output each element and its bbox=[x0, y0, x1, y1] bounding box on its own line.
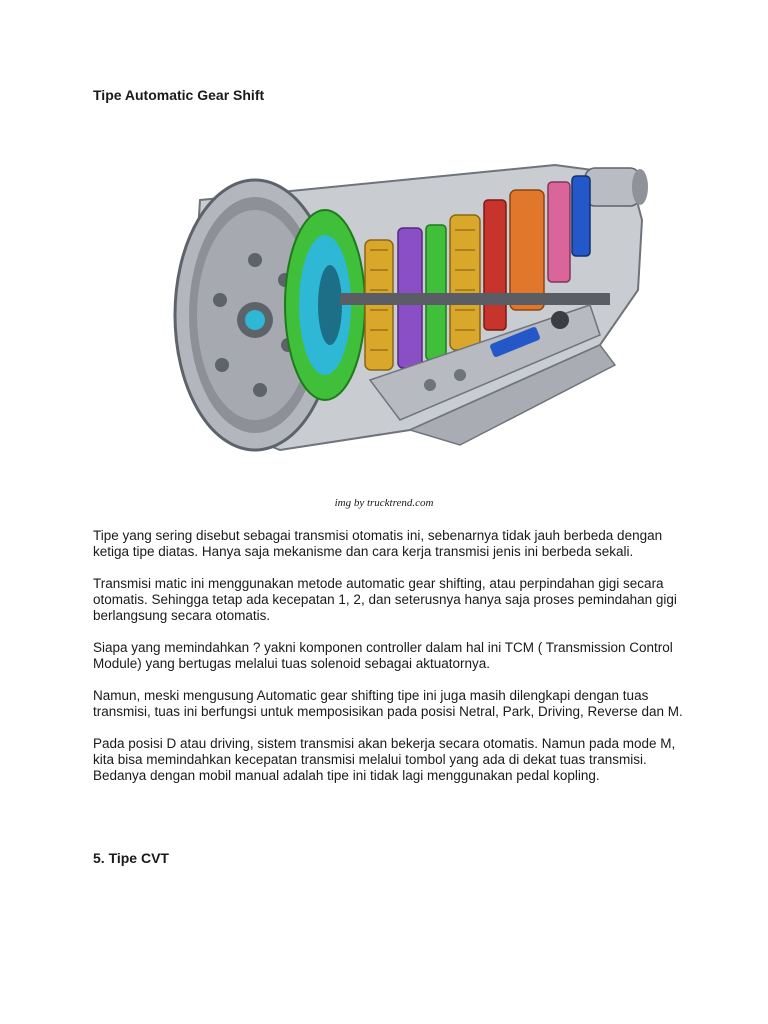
paragraph: Tipe yang sering disebut sebagai transmisi otomatis ini, sebenarnya tidak jauh berbeda dengan ketiga tipe diatas. Hanya saja mekanisme dan cara kerja transmisi jenis ini berbeda sekali. bbox=[93, 528, 663, 559]
figure-caption: img by trucktrend.com bbox=[334, 497, 434, 509]
next-section-heading: 5. Tipe CVT bbox=[93, 850, 169, 866]
paragraph: Namun, meski mengusung Automatic gear shifting tipe ini juga masih dilengkapi dengan tuas transmisi, tuas ini berfungsi untuk memposisikan pada posisi Netral, Park, Driving, Reverse dan M. bbox=[93, 688, 683, 719]
section-heading: Tipe Automatic Gear Shift bbox=[93, 87, 265, 103]
transmission-cutaway-image bbox=[160, 130, 660, 470]
body-text bbox=[93, 528, 683, 800]
paragraph: Pada posisi D atau driving, sistem transmisi akan bekerja secara otomatis. Namun pada mode M, kita bisa memindahkan kecepatan transmisi melalui tombol yang ada di dekat tuas transmisi. Bedanya dengan mobil manual adalah tipe ini tidak lagi menggunakan pedal kopling. bbox=[93, 736, 676, 783]
paragraph: Transmisi matic ini menggunakan metode automatic gear shifting, atau perpindahan gigi secara otomatis. Sehingga tetap ada kecepatan 1, 2, dan seterusnya hanya saja proses pemindahan gigi berlangsung secara otomatis. bbox=[93, 576, 677, 623]
transmission-figure bbox=[160, 130, 660, 470]
paragraph: Siapa yang memindahkan ? yakni komponen controller dalam hal ini TCM ( Transmission Control Module) yang bertugas melalui tuas solenoid sebagai aktuatornya. bbox=[93, 640, 673, 671]
